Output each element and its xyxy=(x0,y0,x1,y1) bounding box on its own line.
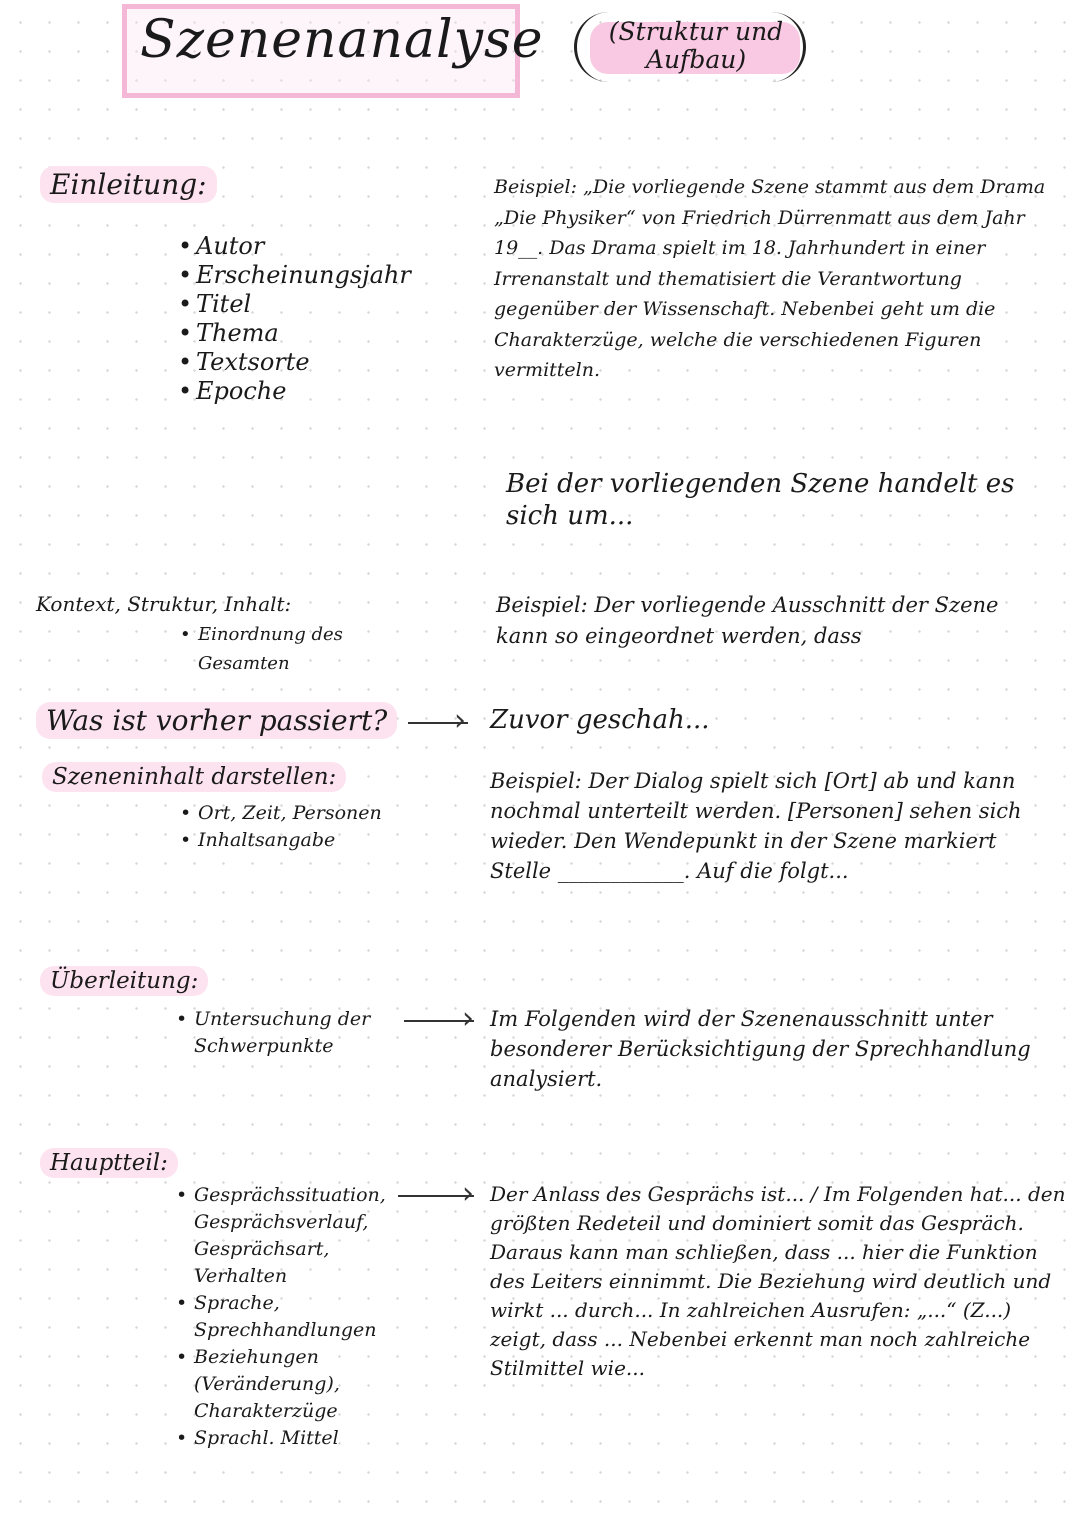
kontext-example: Beispiel: Der vorliegende Ausschnitt der Szene kann so eingeordnet werden, dass xyxy=(496,593,999,648)
section-ueberleitung-heading xyxy=(40,968,208,994)
list-item: • Gesprächssituation, Gesprächsverlauf, Gesprächsart, Verhalten xyxy=(176,1182,376,1290)
list-item: • Untersuchung der Schwerpunkte xyxy=(176,1006,396,1060)
list-item: • Ort, Zeit, Personen xyxy=(180,800,410,827)
list-item: • Titel xyxy=(178,290,428,319)
section-kontext-heading: Kontext, Struktur, Inhalt: xyxy=(36,592,292,616)
list-item: • Erscheinungsjahr xyxy=(178,261,428,290)
page-title: Szenenanalyse xyxy=(140,10,544,70)
ueberleitung-heading-text: Überleitung: xyxy=(40,966,208,996)
list-item: • Textsorte xyxy=(178,348,428,377)
page-subtitle: (Struktur und Aufbau) xyxy=(608,17,784,74)
szeneninhalt-heading-text: Szeneninhalt darstellen: xyxy=(42,762,346,792)
list-item: • Beziehungen (Veränderung), Charakterzüge xyxy=(176,1344,376,1425)
section-hauptteil-heading xyxy=(40,1150,178,1176)
einleitung-heading-text: Einleitung: xyxy=(40,166,217,203)
vorher-text: Zuvor geschah... xyxy=(490,705,710,735)
section-vorher-heading xyxy=(36,704,397,737)
list-item: • Sprache, Sprechhandlungen xyxy=(176,1290,376,1344)
arrow-right-icon: › xyxy=(462,1176,474,1211)
ueberleitung-text: Im Folgenden wird der Szenenausschnitt unter besonderer Berücksichtigung der Sprechhandlung analysiert. xyxy=(490,1007,1031,1091)
arrow-right-icon: › xyxy=(454,703,466,738)
hauptteil-text: Der Anlass des Gesprächs ist... / Im Folgenden hat... den größten Redeteil und dominiert somit das Gespräch. Daraus kann man schließen, dass ... hier die Funktion des Leiters einnimmt. Die Beziehung wird deutlich und wirkt ... durch... In zahlreichen Ausrufen: „...“ (Z...) zeigt, dass ... Nebenbei erkennt man noch zahlreiche Stilmittel wie... xyxy=(490,1182,1066,1380)
arrow-right-icon: › xyxy=(462,1001,474,1036)
section-szeneninhalt-heading xyxy=(42,764,346,790)
hauptteil-heading-text: Hauptteil: xyxy=(40,1148,178,1178)
kontext-bullet-list xyxy=(180,620,390,678)
list-item: • Epoche xyxy=(178,377,428,406)
ueberleitung-bullet-list xyxy=(176,1006,396,1060)
list-item: • Autor xyxy=(178,232,428,261)
szeneninhalt-bullet-list xyxy=(180,800,410,854)
list-item: • Einordnung des Gesamten xyxy=(180,620,390,678)
list-item: • Thema xyxy=(178,319,428,348)
list-item: • Inhaltsangabe xyxy=(180,827,410,854)
einleitung-bullet-list xyxy=(178,232,428,406)
einleitung-example: Beispiel: „Die vorliegende Szene stammt aus dem Drama „Die Physiker“ von Friedrich Dürrenmatt aus dem Jahr 19__. Das Drama spielt im 18. Jahrhundert in einer Irrenanstalt und thematisiert die Verantwortung gegenüber der Wissenschaft. Nebenbei geht um die Charakterzüge, welche die verschiedenen Figuren vermitteln. xyxy=(494,176,1046,381)
list-item: • Sprachl. Mittel xyxy=(176,1425,376,1452)
szeneninhalt-example: Beispiel: Der Dialog spielt sich [Ort] ab und kann nochmal unterteilt werden. [Personen] sehen sich wieder. Den Wendepunkt in der Szene markiert Stelle ____________. Auf die folgt... xyxy=(490,769,1022,883)
section-einleitung-heading xyxy=(40,168,217,201)
einleitung-example-2: Bei der vorliegenden Szene handelt es sich um... xyxy=(506,469,1015,531)
hauptteil-bullet-list xyxy=(176,1182,386,1452)
vorher-heading-text: Was ist vorher passiert? xyxy=(36,702,397,739)
